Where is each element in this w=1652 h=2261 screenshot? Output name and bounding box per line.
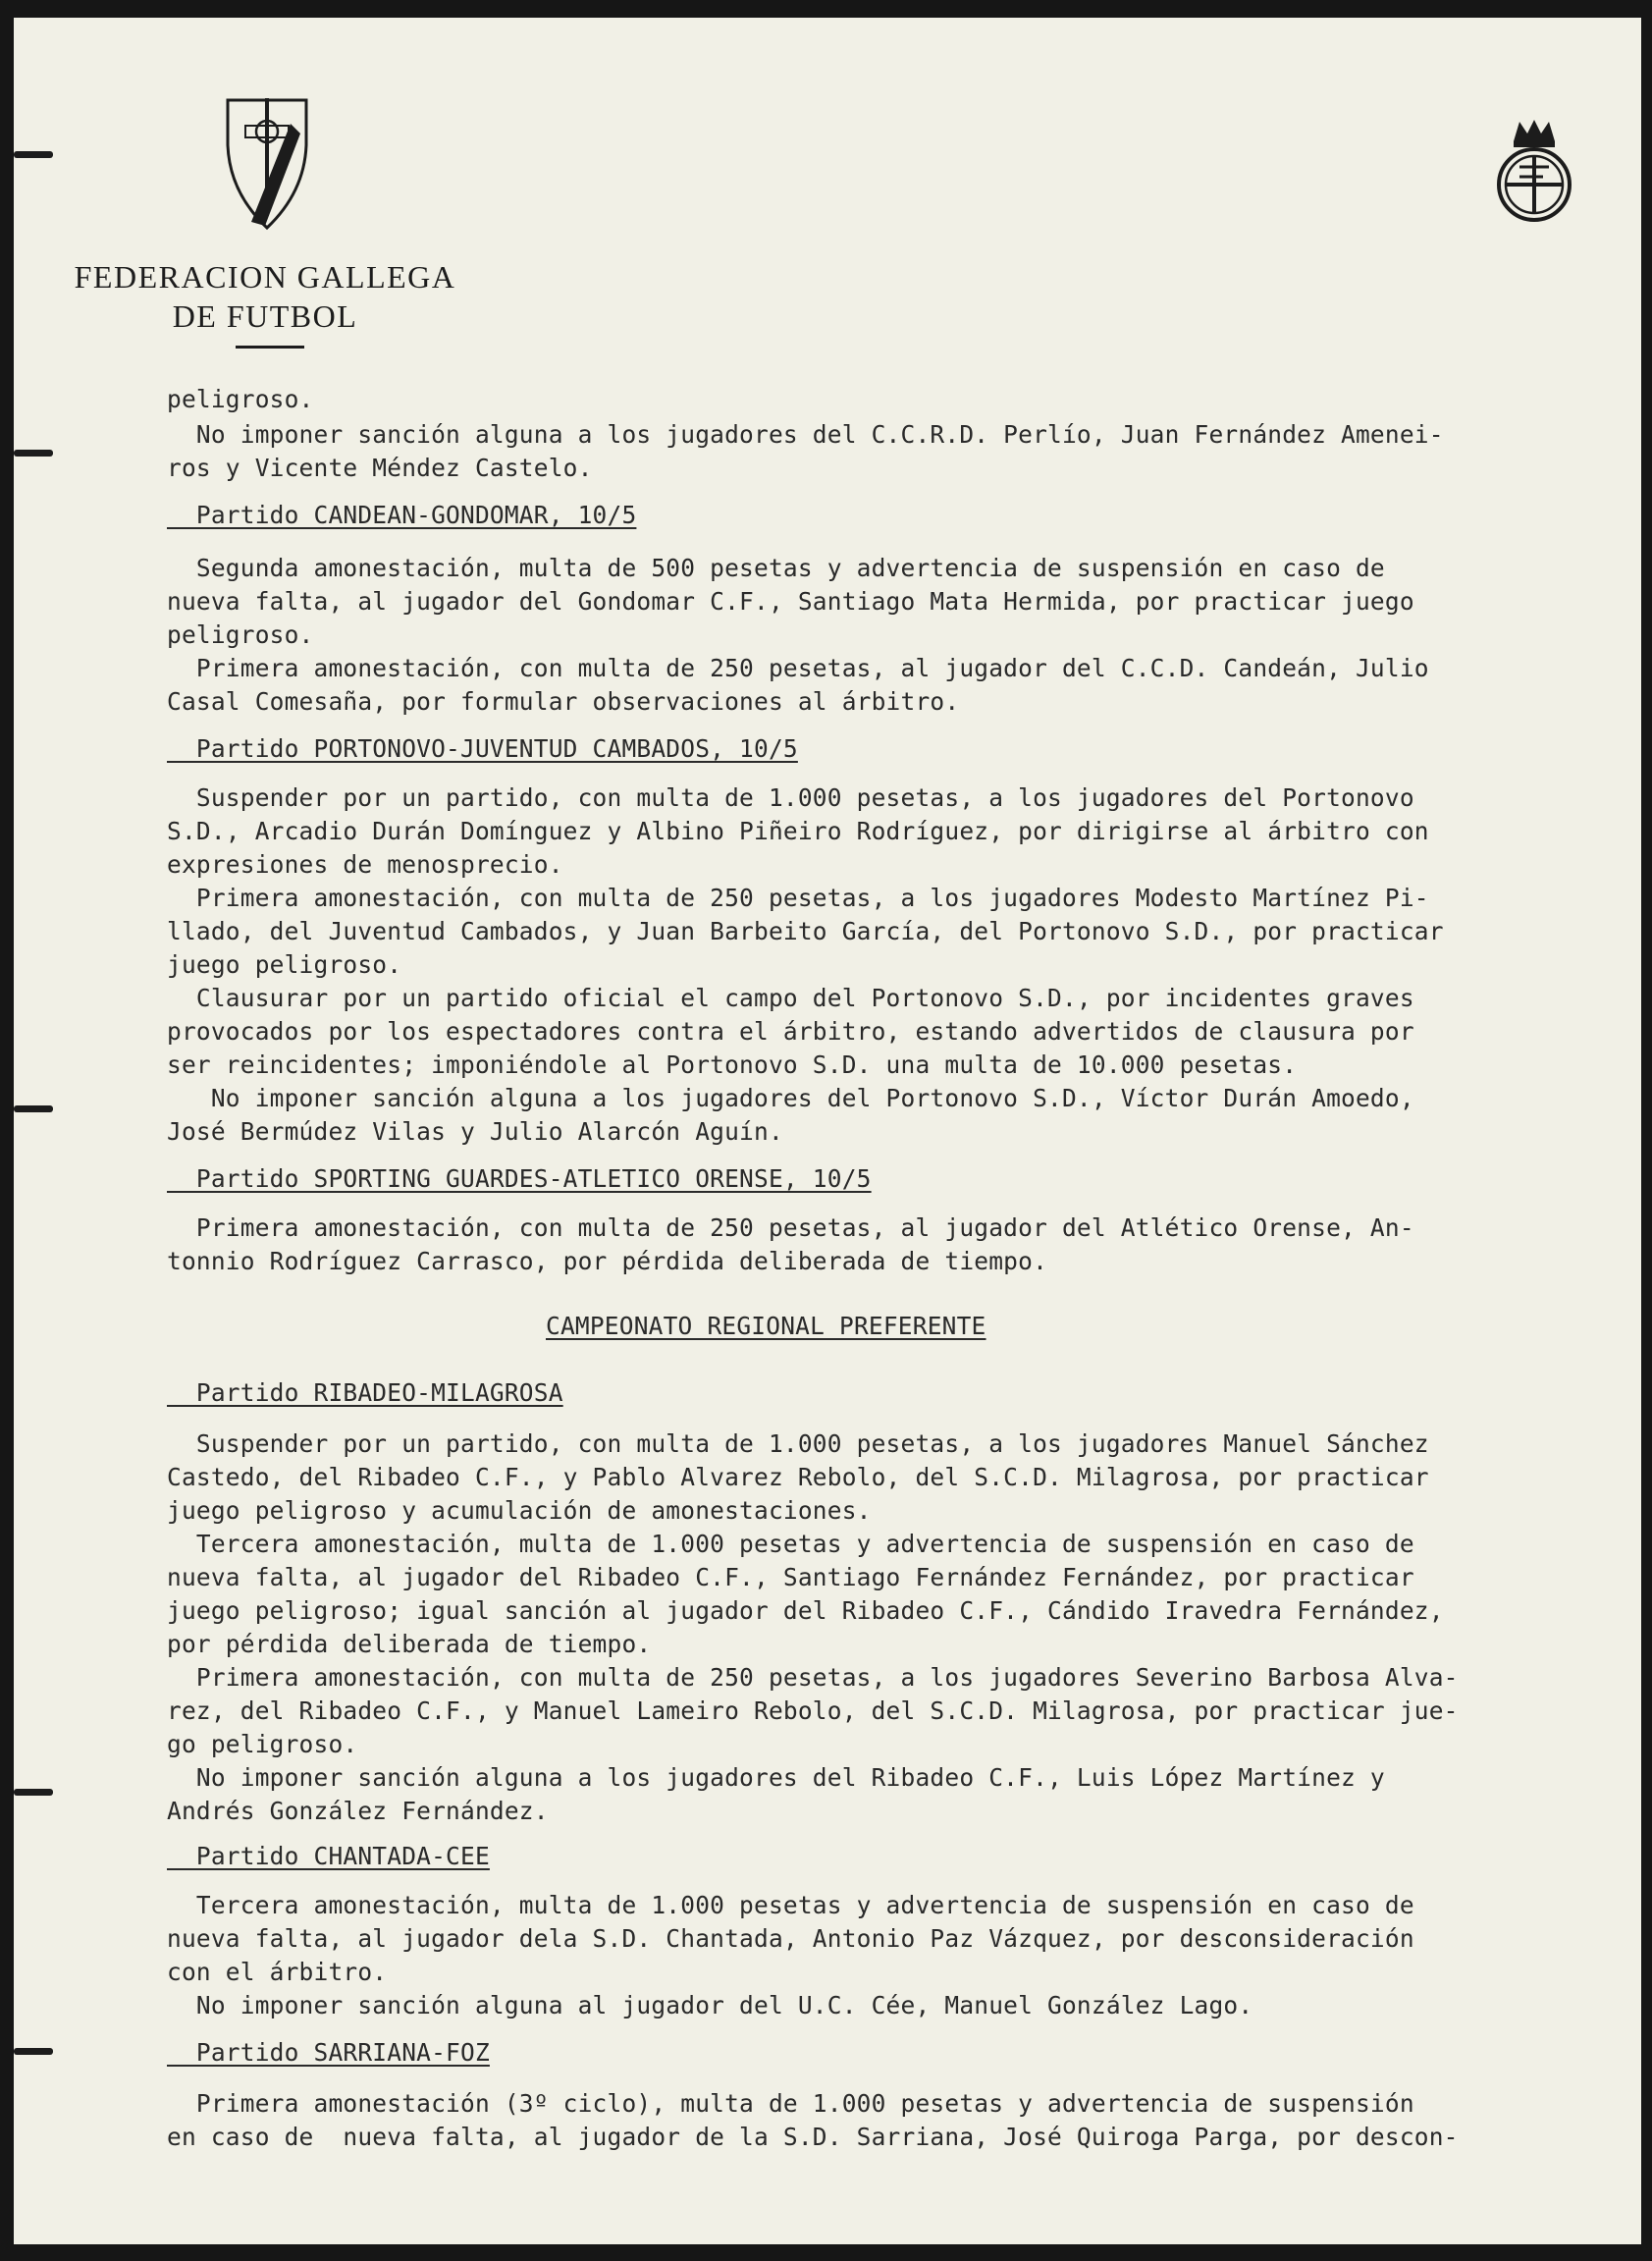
body-line: No imponer sanción alguna a los jugadores del Ribadeo C.F., Luis López Martínez y [167, 1763, 1385, 1792]
body-line: Suspender por un partido, con multa de 1.000 pesetas, a los jugadores del Portonovo [167, 783, 1414, 812]
letterhead-line-1: FEDERACION GALLEGA [74, 259, 456, 295]
letterhead-name [59, 257, 471, 336]
body-line: Primera amonestación, con multa de 250 pesetas, a los jugadores Modesto Martínez Pi- [167, 884, 1429, 912]
championship-heading: CAMPEONATO REGIONAL PREFERENTE [546, 1312, 986, 1340]
letterhead-rule [236, 346, 304, 349]
binder-hole [14, 151, 53, 158]
binder-hole [14, 1105, 53, 1112]
binder-hole [14, 1789, 53, 1796]
body-line: llado, del Juventud Cambados, y Juan Barbeito García, del Portonovo S.D., por practicar [167, 917, 1444, 945]
section-heading: Partido CANDEAN-GONDOMAR, 10/5 [167, 501, 637, 529]
binder-hole [14, 2048, 53, 2055]
body-line: Primera amonestación, con multa de 250 pesetas, al jugador del C.C.D. Candeán, Julio [167, 654, 1429, 682]
body-line: por pérdida deliberada de tiempo. [167, 1630, 652, 1658]
body-line: juego peligroso. [167, 950, 402, 979]
body-line: Primera amonestación, con multa de 250 pesetas, a los jugadores Severino Barbosa Alva- [167, 1663, 1459, 1692]
body-line: Primera amonestación (3º ciclo), multa de 1.000 pesetas y advertencia de suspensión [167, 2089, 1414, 2118]
letterhead-line-2: DE FUTBOL [172, 298, 358, 334]
body-line: tonnio Rodríguez Carrasco, por pérdida deliberada de tiempo. [167, 1247, 1048, 1275]
body-line: peligroso. [167, 385, 314, 413]
body-line: con el árbitro. [167, 1958, 388, 1986]
body-line: José Bermúdez Vilas y Julio Alarcón Aguín. [167, 1117, 783, 1146]
body-line: juego peligroso y acumulación de amonestaciones. [167, 1496, 872, 1525]
section-heading: Partido PORTONOVO-JUVENTUD CAMBADOS, 10/5 [167, 734, 798, 763]
body-line: No imponer sanción alguna a los jugadores del Portonovo S.D., Víctor Durán Amoedo, [167, 1084, 1414, 1112]
body-line: S.D., Arcadio Durán Domínguez y Albino Piñeiro Rodríguez, por dirigirse al árbitro con [167, 817, 1429, 845]
body-line: en caso de nueva falta, al jugador de la S.D. Sarriana, José Quiroga Parga, por descon- [167, 2123, 1459, 2151]
body-line: No imponer sanción alguna a los jugadores del C.C.R.D. Perlío, Juan Fernández Amenei- ros y Vicente Méndez Castelo. [167, 420, 1444, 482]
body-line: nueva falta, al jugador del Gondomar C.F., Santiago Mata Hermida, por practicar juego [167, 587, 1414, 616]
body-line: ser reincidentes; imponiéndole al Portonovo S.D. una multa de 10.000 pesetas. [167, 1050, 1298, 1079]
section-heading: Partido CHANTADA-CEE [167, 1842, 490, 1870]
body-line: peligroso. [167, 620, 314, 649]
body-line: Tercera amonestación, multa de 1.000 pesetas y advertencia de suspensión en caso de [167, 1530, 1414, 1558]
body-line: expresiones de menosprecio. [167, 850, 563, 879]
body-line: Andrés González Fernández. [167, 1797, 549, 1825]
federation-shield-logo [222, 94, 312, 234]
body-line: Tercera amonestación, multa de 1.000 pesetas y advertencia de suspensión en caso de [167, 1891, 1414, 1919]
body-line: Clausurar por un partido oficial el campo del Portonovo S.D., por incidentes graves [167, 984, 1414, 1012]
rfef-crown-crest-logo [1490, 116, 1578, 224]
body-line: rez, del Ribadeo C.F., y Manuel Lameiro Rebolo, del S.C.D. Milagrosa, por practicar jue- [167, 1696, 1459, 1725]
body-line: juego peligroso; igual sanción al jugador del Ribadeo C.F., Cándido Iravedra Fernández, [167, 1596, 1444, 1625]
body-line: nueva falta, al jugador dela S.D. Chantada, Antonio Paz Vázquez, por desconsideración [167, 1924, 1414, 1953]
body-line: Primera amonestación, con multa de 250 pesetas, al jugador del Atlético Orense, An- [167, 1213, 1414, 1242]
body-line: Segunda amonestación, multa de 500 pesetas y advertencia de suspensión en caso de [167, 554, 1385, 582]
body-line: Suspender por un partido, con multa de 1.000 pesetas, a los jugadores Manuel Sánchez [167, 1429, 1429, 1458]
section-heading: Partido SPORTING GUARDES-ATLETICO ORENSE, 10/5 [167, 1164, 872, 1193]
body-line: go peligroso. [167, 1730, 358, 1758]
body-line: No imponer sanción alguna al jugador del U.C. Cée, Manuel González Lago. [167, 1991, 1253, 2019]
body-line: Casal Comesaña, por formular observaciones al árbitro. [167, 687, 960, 716]
section-heading: Partido SARRIANA-FOZ [167, 2038, 490, 2067]
body-line: provocados por los espectadores contra el árbitro, estando advertidos de clausura por [167, 1017, 1414, 1046]
body-line: Castedo, del Ribadeo C.F., y Pablo Alvarez Rebolo, del S.C.D. Milagrosa, por practicar [167, 1463, 1429, 1491]
binder-hole [14, 450, 53, 457]
section-heading: Partido RIBADEO-MILAGROSA [167, 1378, 563, 1407]
body-line: nueva falta, al jugador del Ribadeo C.F., Santiago Fernández Fernández, por practicar [167, 1563, 1414, 1591]
